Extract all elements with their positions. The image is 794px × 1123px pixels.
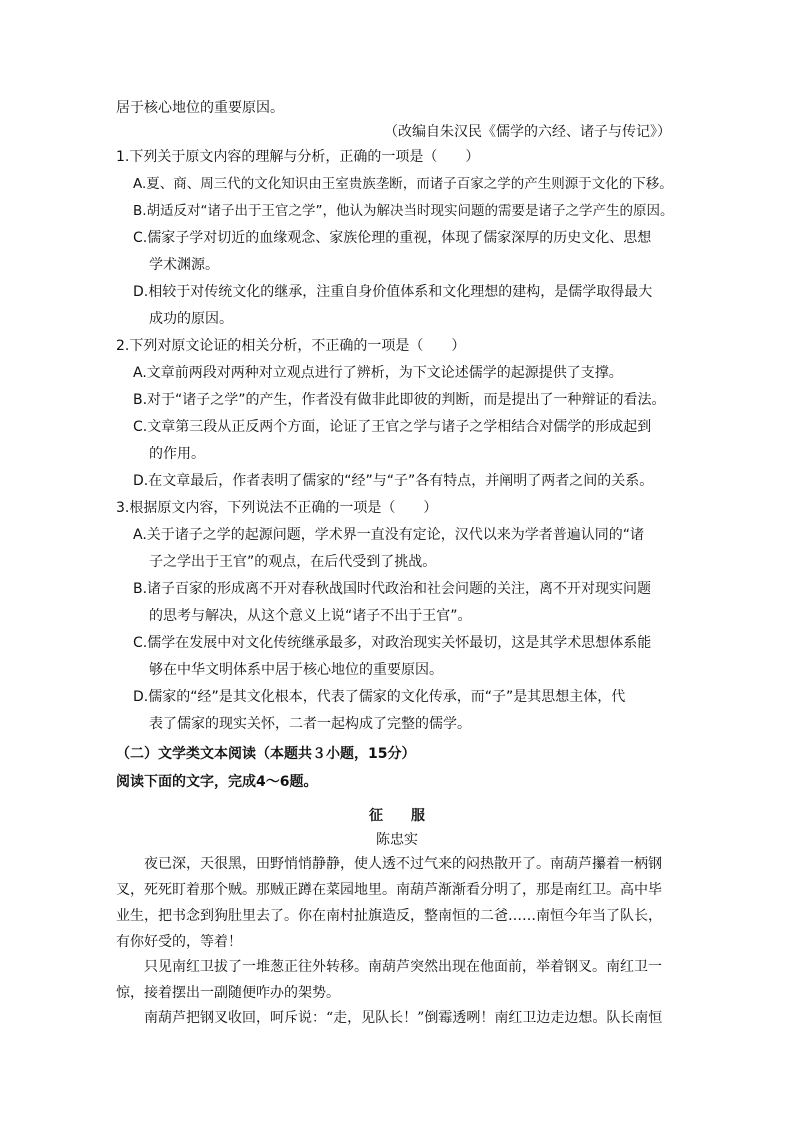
q3-option-a: A.关于诸子之学的起源问题，学术界一直没有定论，汉代以来为学者普遍认同的“诸 — [133, 527, 645, 543]
q3-option-c-cont: 够在中华文明体系中居于核心地位的重要原因。 — [149, 662, 443, 678]
q3-option-d-cont: 表了儒家的现实关怀，二者一起构成了完整的儒学。 — [149, 716, 471, 732]
q1-option-a: A.夏、商、周三代的文化知识由王室贵族垄断，而诸子百家之学的产生则源于文化的下移。 — [133, 176, 673, 192]
q1-option-c-cont: 学术渊源。 — [149, 257, 219, 273]
question-1-stem: 1.下列关于原文内容的理解与分析，正确的一项是（ ） — [116, 149, 480, 165]
q3-option-c: C.儒学在发展中对文化传统继承最多，对政治现实关怀最切，这是其学术思想体系能 — [133, 635, 652, 651]
q3-option-a-cont: 子之学出于王官”的观点，在后代受到了挑战。 — [149, 554, 437, 570]
question-2-stem: 2.下列对原文论证的相关分析，不正确的一项是（ ） — [116, 338, 466, 354]
q3-option-b: B.诸子百家的形成离不开对春秋战国时代政治和社会问题的关注，离不开对现实问题 — [133, 581, 652, 597]
story-p1-line3: 业生，把书念到狗肚里去了。你在南村扯旗造反，整南恒的二爸……南恒今年当了队长， — [116, 908, 662, 924]
q1-option-d-cont: 成功的原因。 — [149, 311, 233, 327]
story-p1-line1: 夜已深，天很黑，田野悄悄静静，使人透不过气来的闷热散开了。南葫芦攥着一柄钢 — [144, 856, 662, 872]
section-heading: （二）文学类文本阅读（本题共３小题，15分） — [116, 746, 416, 762]
q2-option-c: C.文章第三段从正反两个方面，论证了王官之学与诸子之学相结合对儒学的形成起到 — [133, 419, 652, 435]
story-p2-line1: 只见南红卫拔了一堆葱正往外转移。南葫芦突然出现在他面前，举着钢叉。南红卫一 — [144, 959, 662, 975]
section-instruction: 阅读下面的文字，完成4～6题。 — [116, 774, 318, 790]
story-p1-line4: 有你好受的，等着！ — [116, 934, 242, 950]
q1-option-d: D.相较于对传统文化的继承，注重自身价值体系和文化理想的建构，是儒学取得最大 — [133, 284, 653, 300]
carry-over-line: 居于核心地位的重要原因。 — [116, 100, 284, 116]
story-p1-line2: 叉，死死盯着那个贼。那贼正蹲在菜园地里。南葫芦渐渐看分明了，那是南红卫。高中毕 — [116, 882, 662, 898]
q3-option-d: D.儒家的“经”是其文化根本，代表了儒家的文化传承，而“子”是其思想主体，代 — [133, 689, 626, 705]
q2-option-c-cont: 的作用。 — [149, 446, 205, 462]
q1-option-c: C.儒家子学对切近的血缘观念、家族伦理的重视，体现了儒家深厚的历史文化、思想 — [133, 230, 652, 246]
q2-option-a: A.文章前两段对两种对立观点进行了辨析，为下文论述儒学的起源提供了支撑。 — [133, 365, 623, 381]
q2-option-b: B.对于“诸子之学”的产生，作者没有做非此即彼的判断，而是提出了一种辩证的看法。 — [133, 392, 666, 408]
q2-option-d: D.在文章最后，作者表明了儒家的“经”与“子”各有特点，并阐明了两者之间的关系。 — [133, 473, 654, 489]
story-p3-line1: 南葫芦把钢叉收回，呵斥说：“走，见队长！”倒霉透咧！南红卫边走边想。队长南恒 — [144, 1010, 663, 1026]
story-p2-line2: 惊，接着摆出一副随便咋办的架势。 — [116, 985, 340, 1001]
source-citation: （改编自朱汉民《儒学的六经、诸子与传记》） — [384, 124, 671, 140]
story-title: 征 服 — [369, 808, 425, 824]
story-author: 陈忠实 — [376, 832, 418, 848]
q3-option-b-cont: 的思考与解决，从这个意义上说“诸子不出于王官”。 — [149, 608, 472, 624]
question-3-stem: 3.根据原文内容，下列说法不正确的一项是（ ） — [116, 500, 438, 516]
q1-option-b: B.胡适反对“诸子出于王官之学”，他认为解决当时现实问题的需要是诸子之学产生的原因。 — [133, 203, 674, 219]
